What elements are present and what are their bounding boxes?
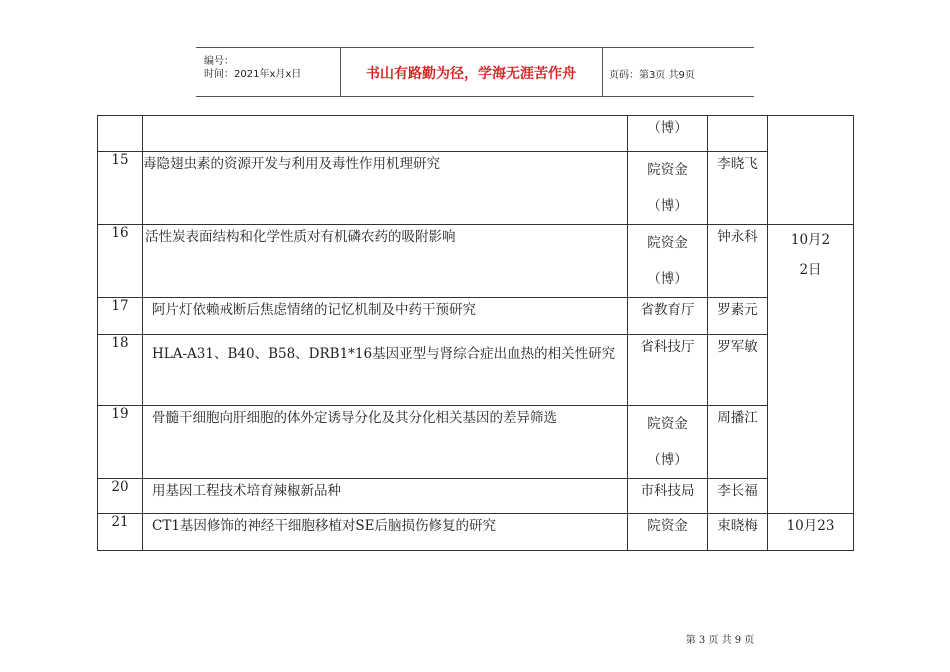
funding-source-line1: （博） (647, 120, 688, 136)
row-number: 19 (98, 406, 143, 479)
funding-source-line2: （博） (647, 452, 688, 468)
row-number: 20 (98, 479, 143, 514)
project-title: CT1基因修饰的神经干细胞移植对SE后脑损伤修复的研究 (143, 514, 628, 551)
principal-investigator: 束晓梅 (708, 514, 768, 551)
funding-source (628, 116, 708, 152)
project-table (97, 115, 854, 551)
table-row (98, 298, 854, 335)
project-title: 用基因工程技术培育辣椒新品种 (143, 479, 628, 514)
header-divider-right (602, 47, 603, 96)
header-time-label: 时间：2021年x月x日 (204, 69, 302, 80)
header-top-rule (196, 47, 754, 48)
row-number: 21 (98, 514, 143, 551)
table-row (98, 335, 854, 406)
principal-investigator: 李长福 (708, 479, 768, 514)
funding-source: 省教育厅 (628, 298, 708, 335)
date-cell: 10月23 (768, 514, 854, 551)
row-number: 17 (98, 298, 143, 335)
project-title: 骨髓干细胞向肝细胞的体外定诱导分化及其分化相关基因的差异筛选 (143, 406, 628, 479)
date-text: 10月22日 (790, 232, 831, 278)
funding-source-line1: 院资金 (647, 235, 688, 251)
page-footer: 第 3 页 共 9 页 (685, 635, 755, 646)
header-page-code: 页码：第3页 共9页 (609, 70, 695, 81)
funding-source-line2: （博） (647, 198, 688, 214)
project-title (143, 116, 628, 152)
row-number: 18 (98, 335, 143, 406)
project-title: HLA-A31、B40、B58、DRB1*16基因亚型与肾综合症出血热的相关性研究 (143, 335, 628, 406)
funding-source-line2: （博） (647, 271, 688, 287)
project-title: 毒隐翅虫素的资源开发与利用及毒性作用机理研究 (143, 152, 628, 225)
row-number: 16 (98, 225, 143, 298)
date-cell (768, 116, 854, 225)
row-number (98, 116, 143, 152)
table-row (98, 514, 854, 551)
table-row (98, 479, 854, 514)
funding-source (628, 406, 708, 479)
row-number: 15 (98, 152, 143, 225)
funding-source: 院资金 (628, 514, 708, 551)
table-row (98, 152, 854, 225)
funding-source (628, 225, 708, 298)
date-cell (768, 225, 854, 514)
header-motto: 书山有路勤为径，学海无涯苦作舟 (366, 66, 576, 82)
principal-investigator: 李晓飞 (708, 152, 768, 225)
principal-investigator: 罗素元 (708, 298, 768, 335)
principal-investigator: 罗军敏 (708, 335, 768, 406)
table-row (98, 406, 854, 479)
header-number-label: 编号： (204, 56, 234, 67)
funding-source-line1: 院资金 (647, 416, 688, 432)
header-bottom-rule (196, 96, 754, 97)
funding-source: 市科技局 (628, 479, 708, 514)
funding-source: 省科技厅 (628, 335, 708, 406)
principal-investigator: 钟永科 (708, 225, 768, 298)
project-title: 阿片灯依赖戒断后焦虑情绪的记忆机制及中药干预研究 (143, 298, 628, 335)
funding-source (628, 152, 708, 225)
table-row (98, 116, 854, 152)
project-title: 活性炭表面结构和化学性质对有机磷农药的吸附影响 (143, 225, 628, 298)
principal-investigator (708, 116, 768, 152)
principal-investigator: 周播江 (708, 406, 768, 479)
funding-source-line1: 院资金 (647, 162, 688, 178)
table-row (98, 225, 854, 298)
